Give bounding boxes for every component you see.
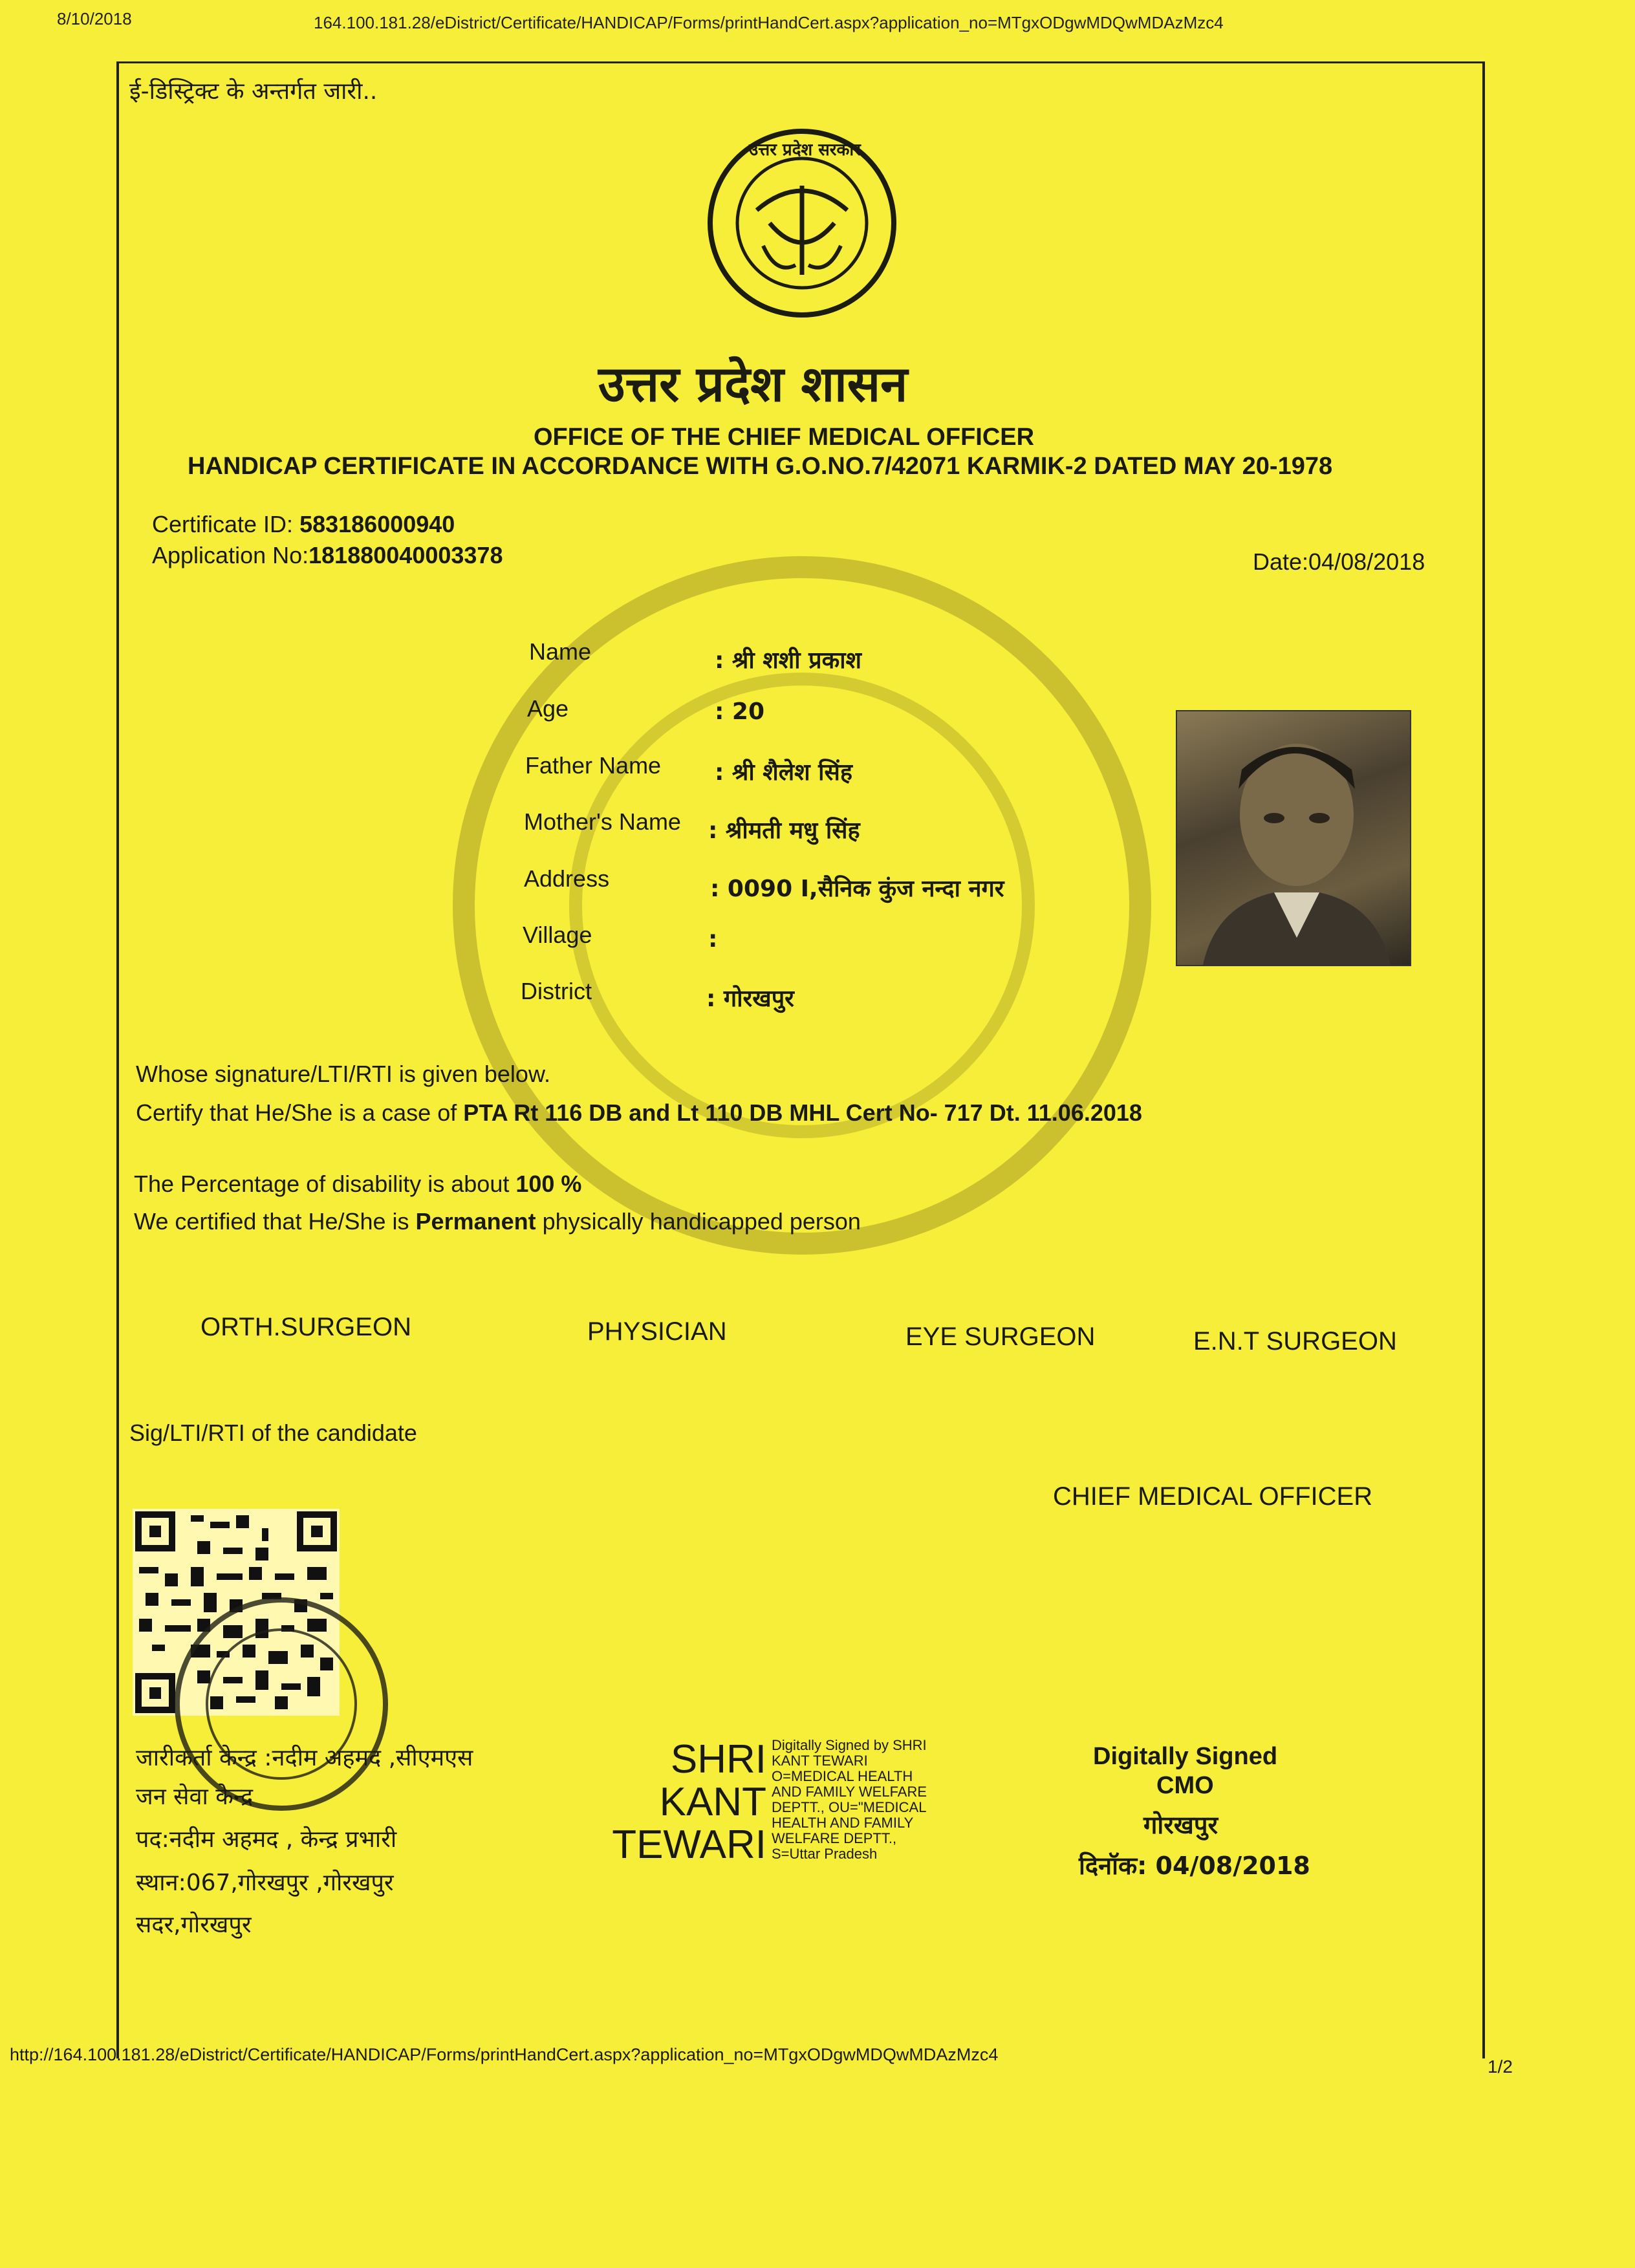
certify-prefix: Certify that He/She is a case of	[136, 1099, 464, 1126]
percentage-statement	[134, 1171, 581, 1198]
percentage-value: 100 %	[515, 1171, 582, 1197]
signatory-ent-surgeon: E.N.T SURGEON	[1193, 1327, 1397, 1355]
certificate-id-row	[152, 511, 455, 538]
digital-signature-detail-7: WELFARE DEPTT.,	[772, 1830, 897, 1846]
detail-label-district: District	[521, 978, 592, 1004]
percentage-prefix: The Percentage of disability is about	[134, 1171, 516, 1197]
detail-label-mother: Mother's Name	[524, 808, 681, 835]
cmo-date: दिनॉक: 04/08/2018	[1079, 1852, 1310, 1880]
issuer-line-4: स्थान:067,गोरखपुर ,गोरखपुर	[136, 1870, 394, 1896]
permanent-suffix: physically handicapped person	[536, 1208, 861, 1235]
office-title: OFFICE OF THE CHIEF MEDICAL OFFICER	[534, 424, 1035, 451]
application-no-label: Application No:	[152, 542, 309, 568]
detail-value-district: : गोरखपुर	[706, 986, 794, 1012]
digital-signature-name-line-1: SHRI	[670, 1737, 766, 1782]
watermark-emblem-inner	[569, 673, 1035, 1138]
digital-signature-detail-1: Digitally Signed by SHRI	[772, 1737, 927, 1753]
signature-statement: Whose signature/LTI/RTI is given below.	[136, 1061, 550, 1087]
print-footer-url: http://164.100.181.28/eDistrict/Certificate/HANDICAP/Forms/printHandCert.aspx?application_no=MTgxODgwMDQwMDAzMzc4	[10, 2045, 999, 2064]
candidate-signature-label: Sig/LTI/RTI of the candidate	[129, 1420, 417, 1446]
application-no-value: 181880040003378	[309, 542, 503, 568]
detail-value-age: : 20	[715, 698, 765, 725]
signatory-eye-surgeon: EYE SURGEON	[905, 1323, 1096, 1351]
candidate-portrait-icon	[1177, 711, 1410, 965]
certify-case: PTA Rt 116 DB and Lt 110 DB MHL Cert No- 717 Dt. 11.06.2018	[463, 1099, 1142, 1126]
digital-signature-name-line-3: TEWARI	[612, 1822, 766, 1867]
detail-value-village: :	[708, 926, 718, 953]
digital-signature-detail-2: KANT TEWARI	[772, 1753, 868, 1769]
digital-signature-detail-3: O=MEDICAL HEALTH	[772, 1768, 913, 1784]
signatory-orth-surgeon: ORTH.SURGEON	[200, 1313, 411, 1341]
issuer-line-3: पद:नदीम अहमद , केन्द्र प्रभारी	[136, 1826, 397, 1853]
detail-value-mother: : श्रीमती मधु सिंह	[708, 817, 860, 844]
signatory-physician: PHYSICIAN	[587, 1317, 727, 1346]
permanent-statement	[134, 1208, 861, 1235]
certificate-title: HANDICAP CERTIFICATE IN ACCORDANCE WITH G.O.NO.7/42071 KARMIK-2 DATED MAY 20-1978	[188, 453, 1333, 480]
detail-label-name: Name	[529, 638, 592, 665]
application-no-row	[152, 542, 503, 569]
permanent-prefix: We certified that He/She is	[134, 1208, 416, 1235]
digital-signature-detail-8: S=Uttar Pradesh	[772, 1846, 878, 1862]
detail-value-name: : श्री शशी प्रकाश	[715, 647, 862, 674]
issuer-line-1: जारीकर्ता केन्द्र :नदीम अहमद ,सीएमएस	[136, 1745, 473, 1771]
certificate-date: Date:04/08/2018	[1253, 548, 1425, 575]
digital-signature-details	[772, 1738, 927, 1862]
chief-medical-officer-label: CHIEF MEDICAL OFFICER	[1053, 1482, 1373, 1511]
detail-label-age: Age	[527, 695, 569, 722]
print-date: 8/10/2018	[57, 9, 132, 28]
cmo-digitally-signed: Digitally Signed	[1093, 1743, 1278, 1770]
certify-statement	[136, 1099, 1142, 1127]
candidate-photo	[1176, 710, 1411, 966]
government-title: उत्तर प्रदेश शासन	[598, 355, 908, 413]
detail-value-address: : 0090 I,सैनिक कुंज नन्दा नगर	[710, 876, 1004, 902]
detail-label-father: Father Name	[525, 752, 662, 779]
certificate-id-label: Certificate ID:	[152, 511, 300, 537]
print-footer-page: 1/2	[1488, 2057, 1513, 2077]
issuer-line-5: सदर,गोरखपुर	[136, 1912, 252, 1938]
cmo-district: गोरखपुर	[1143, 1811, 1218, 1839]
print-url: 164.100.181.28/eDistrict/Certificate/HANDICAP/Forms/printHandCert.aspx?application_no=MTgxODgwMDQwMDAzMzc4	[314, 13, 1224, 32]
detail-label-village: Village	[523, 922, 592, 948]
digital-signature-name	[605, 1738, 766, 1866]
digital-signature-detail-5: DEPTT., OU="MEDICAL	[772, 1799, 927, 1815]
cmo-title: CMO	[1156, 1772, 1214, 1799]
issuer-line-2: जन सेवा केन्द्र	[136, 1784, 254, 1810]
issued-under-text: ई-डिस्ट्रिक्ट के अन्तर्गत जारी..	[129, 78, 378, 105]
permanent-value: Permanent	[415, 1208, 536, 1235]
digital-signature-detail-4: AND FAMILY WELFARE	[772, 1784, 927, 1800]
certificate-id-value: 583186000940	[299, 511, 455, 537]
emblem-caption: उत्तर प्रदेश सरकार	[749, 140, 861, 160]
digital-signature-name-line-2: KANT	[659, 1780, 766, 1824]
detail-value-father: : श्री शैलेश सिंह	[715, 759, 852, 786]
detail-label-address: Address	[524, 865, 610, 892]
digital-signature-detail-6: HEALTH AND FAMILY	[772, 1815, 914, 1831]
